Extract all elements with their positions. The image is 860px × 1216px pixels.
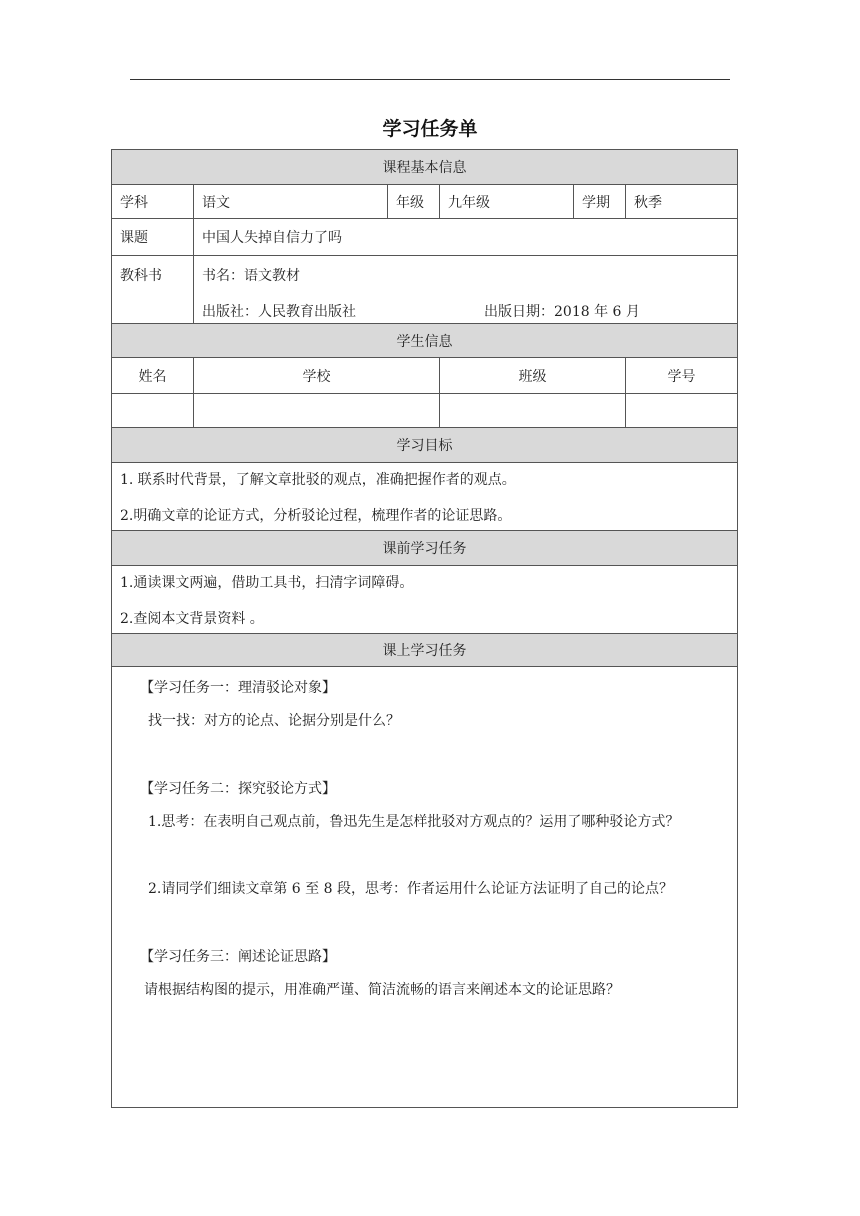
publisher-line [202,301,729,321]
col-name: 姓名 [112,358,194,394]
textbook-label: 教科书 [112,256,194,324]
student-info-header: 学生信息 [112,324,738,358]
task2-title: 【学习任务二：探究驳论方式】 [140,781,336,797]
grade-label: 年级 [388,185,440,219]
col-school: 学校 [194,358,440,394]
pre-tasks-list [112,566,738,634]
task-sheet-table [111,149,738,1108]
page-title: 学习任务单 [382,118,478,140]
goal-item: 2.明确文章的论证方式，分析驳论过程，梳理作者的论证思路。 [120,507,512,524]
goal-item: 1. 联系时代背景，了解文章批驳的观点，准确把握作者的观点。 [120,471,516,488]
task1-question: 找一找：对方的论点、论据分别是什么？ [148,713,400,729]
publish-date: 出版日期：2018 年 6 月 [484,304,640,320]
class-tasks-body [112,667,738,1108]
school-field[interactable] [194,394,440,428]
goals-list [112,463,738,531]
task3-title: 【学习任务三：阐述论证思路】 [140,949,336,965]
class-field[interactable] [440,394,626,428]
textbook-info [194,256,738,324]
pre-task-item: 1.通读课文两遍，借助工具书，扫清字词障碍。 [120,574,414,591]
subject-value: 语文 [194,185,388,219]
task1-title: 【学习任务一：理清驳论对象】 [140,680,336,696]
topic-label: 课题 [112,219,194,256]
term-label: 学期 [574,185,626,219]
col-student-id: 学号 [626,358,738,394]
goals-header: 学习目标 [112,428,738,463]
publisher: 出版社：人民教育出版社 [202,304,356,320]
col-class: 班级 [440,358,626,394]
task2-question-2: 2.请同学们细读文章第 6 至 8 段，思考：作者运用什么论证方法证明了自己的论点？ [148,881,673,897]
course-info-header: 课程基本信息 [112,150,738,185]
pre-tasks-header: 课前学习任务 [112,531,738,566]
subject-label: 学科 [112,185,194,219]
class-tasks-header: 课上学习任务 [112,634,738,667]
grade-value: 九年级 [440,185,574,219]
book-name: 书名：语文教材 [202,268,300,284]
task2-question-1: 1.思考：在表明自己观点前，鲁迅先生是怎样批驳对方观点的？运用了哪种驳论方式？ [148,814,680,830]
task3-question: 请根据结构图的提示，用准确严谨、简洁流畅的语言来阐述本文的论证思路？ [144,982,620,998]
student-id-field[interactable] [626,394,738,428]
pre-task-item: 2.查阅本文背景资料 。 [120,610,264,627]
name-field[interactable] [112,394,194,428]
topic-value: 中国人失掉自信力了吗 [194,219,738,256]
term-value: 秋季 [626,185,738,219]
header-rule [130,79,730,80]
